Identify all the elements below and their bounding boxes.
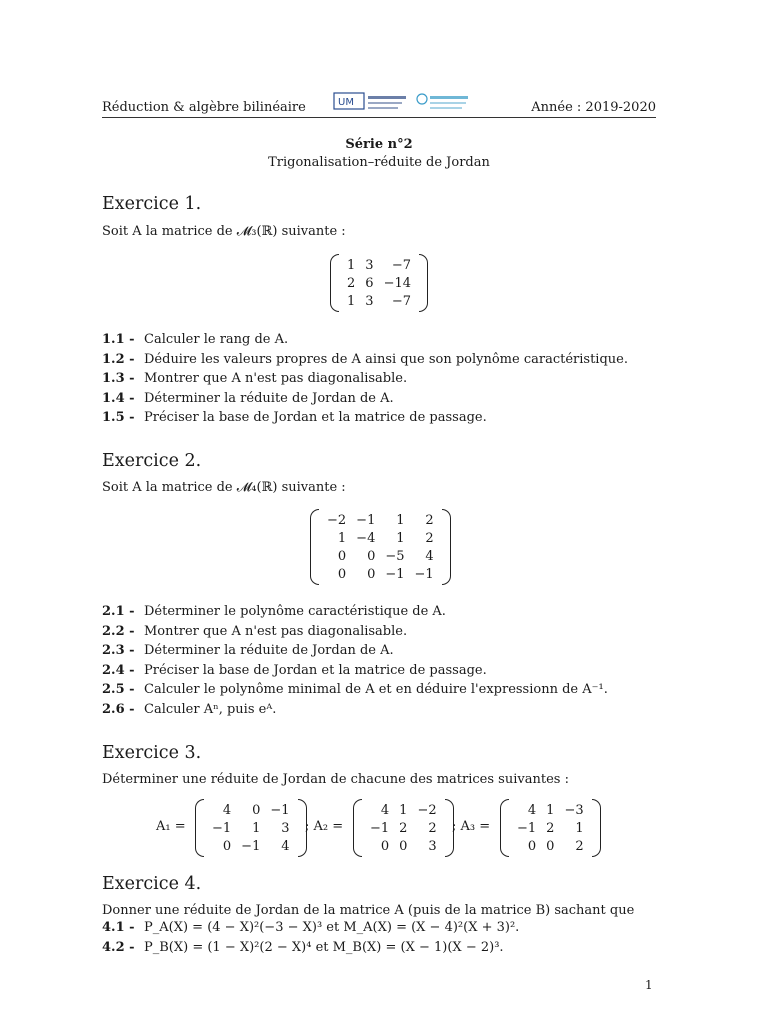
question-1-5: 1.5 - Préciser la base de Jordan et la matrice de passage. (102, 410, 487, 426)
matrix-ex2 (310, 509, 451, 585)
exercise-2-questions (102, 602, 608, 720)
academic-year: Année : 2019-2020 (531, 100, 656, 115)
university-logo (332, 90, 472, 114)
matrix-ex1-table: 1 3 −7 2 6 −14 1 3 −7 (347, 257, 411, 309)
exercise-1-title: Exercice 1. (102, 194, 202, 214)
question-1-4: 1.4 - Déterminer la réduite de Jordan de A. (102, 390, 394, 406)
label-a2: ; A₂ = (305, 819, 344, 834)
label-a3: ; A₃ = (452, 819, 491, 834)
matrix-ex1 (330, 254, 428, 312)
exercise-3-title: Exercice 3. (102, 743, 202, 763)
page-number: 1 (645, 978, 653, 992)
question-2-3: 2.3 - Déterminer la réduite de Jordan de A. (102, 643, 394, 659)
matrix-a1: 4 0 −1 −1 1 3 0 −1 4 (195, 799, 307, 857)
header-rule (102, 117, 656, 118)
exercise-4-intro: Donner une réduite de Jordan de la matrice A (puis de la matrice B) sachant que (102, 903, 635, 918)
exercise-1-questions (102, 330, 628, 428)
question-2-1: 2.1 - Déterminer le polynôme caractéristique de A. (102, 604, 446, 619)
series-title: Série n°2 (345, 137, 413, 152)
question-4-2: 4.2 - P_B(X) = (1 − X)²(2 − X)⁴ et M_B(X) = (X − 1)(X − 2)³. (102, 939, 504, 955)
exercise-4-questions (102, 918, 519, 957)
matrix-ex2-table: −2 −1 1 2 1 −4 1 2 0 0 −5 4 0 0 −1 −1 (327, 512, 434, 582)
question-1-3: 1.3 - Montrer que A n'est pas diagonalisable. (102, 371, 408, 387)
exercise-2-title: Exercice 2. (102, 451, 202, 471)
exercise-2-intro: Soit A la matrice de 𝓜₄(ℝ) suivante : (102, 480, 346, 495)
question-1-1: 1.1 - Calculer le rang de A. (102, 332, 289, 347)
question-4-1: 4.1 - P_A(X) = (4 − X)²(−3 − X)³ et M_A(X) = (X − 4)²(X + 3)². (102, 920, 520, 935)
question-2-4: 2.4 - Préciser la base de Jordan et la matrice de passage. (102, 662, 487, 678)
page-header (102, 96, 656, 118)
question-2-5: 2.5 - Calculer le polynôme minimal de A et en déduire l'expressionn de A⁻¹. (102, 682, 608, 698)
matrix-a3: 4 1 −3 −1 2 1 0 0 2 (500, 799, 601, 857)
course-title: Réduction & algèbre bilinéaire (102, 100, 306, 115)
exercise-3-intro: Déterminer une réduite de Jordan de chacune des matrices suivantes : (102, 772, 569, 787)
series-subtitle: Trigonalisation–réduite de Jordan (268, 155, 490, 170)
exercise-1-intro: Soit A la matrice de 𝓜₃(ℝ) suivante : (102, 224, 346, 239)
svg-text:UM: UM (338, 97, 354, 108)
question-1-2: 1.2 - Déduire les valeurs propres de A ainsi que son polynôme caractéristique. (102, 351, 628, 367)
matrix-a2: 4 1 −2 −1 2 2 0 0 3 (353, 799, 454, 857)
exercise-4-title: Exercice 4. (102, 874, 202, 894)
label-a1: A₁ = (156, 819, 186, 834)
question-2-2: 2.2 - Montrer que A n'est pas diagonalisable. (102, 623, 408, 639)
question-2-6: 2.6 - Calculer Aⁿ, puis eᴬ. (102, 701, 277, 717)
